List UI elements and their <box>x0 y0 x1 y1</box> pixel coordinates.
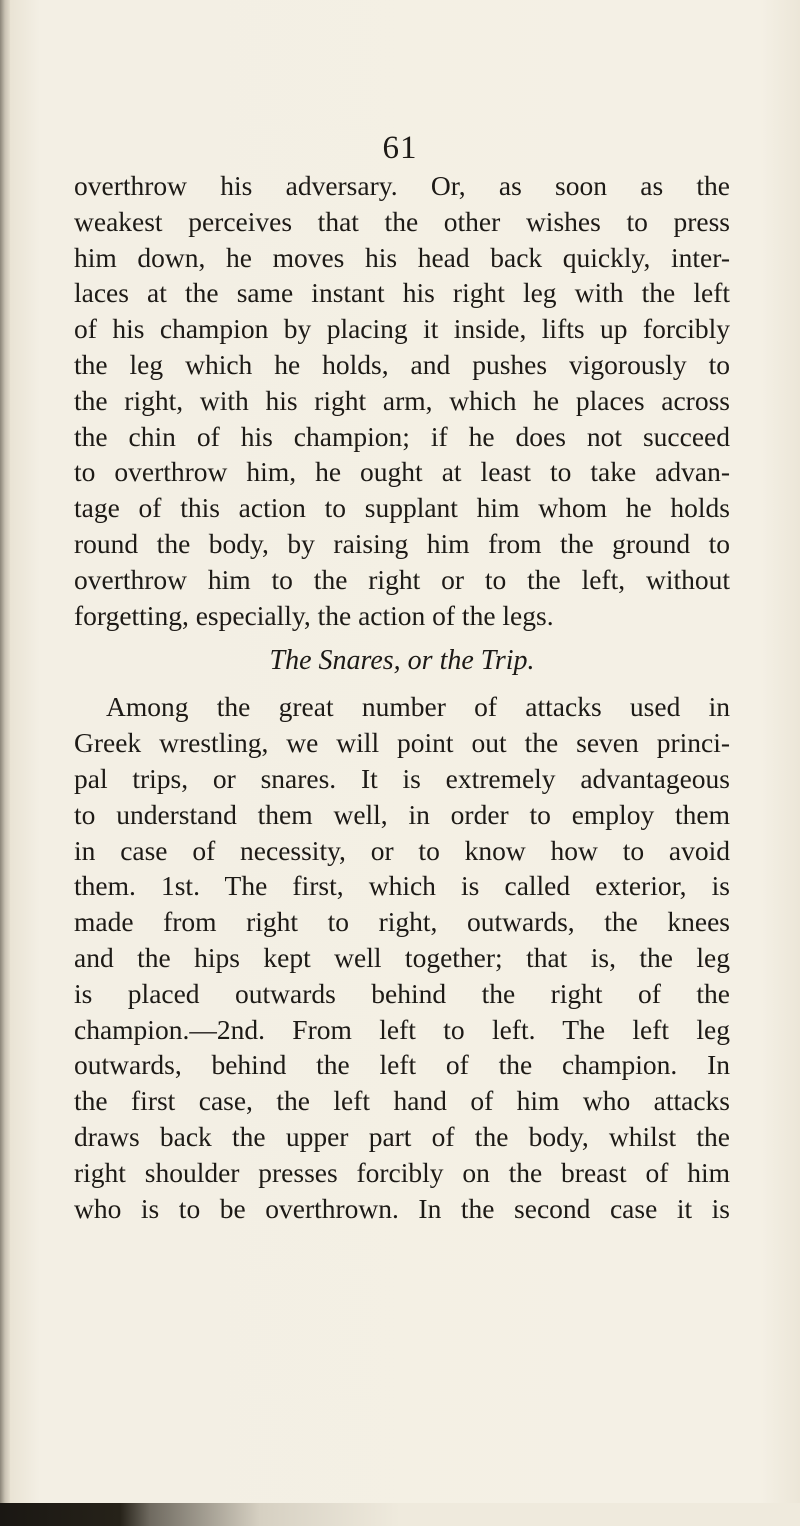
scan-bottom-edge <box>0 1503 800 1526</box>
text-line: right shoulder presses forcibly on the breast of him <box>74 1156 730 1188</box>
text-line: laces at the same instant his right leg with the left <box>74 277 730 309</box>
text-line: Among the great number of attacks used in <box>106 691 730 723</box>
page-number: 61 <box>382 130 418 166</box>
text-line: forgetting, especially, the action of the legs. <box>74 599 554 631</box>
text-line: champion.—2nd. From left to left. The left leg <box>74 1013 730 1045</box>
text-line: who is to be overthrown. In the second case it is <box>74 1192 730 1224</box>
text-line: overthrow him to the right or to the left, without <box>74 563 730 595</box>
paragraph-2 <box>74 689 730 1226</box>
text-line: round the body, by raising him from the ground to <box>74 527 730 559</box>
text-line: outwards, behind the left of the champion. In <box>74 1049 730 1081</box>
text-line: the chin of his champion; if he does not succeed <box>74 420 730 452</box>
body-text <box>74 168 730 1226</box>
text-line: the first case, the left hand of him who attacks <box>74 1085 730 1117</box>
text-line: made from right to right, outwards, the knees <box>74 906 730 938</box>
text-line: weakest perceives that the other wishes to press <box>74 205 730 237</box>
text-line: the leg which he holds, and pushes vigorously to <box>74 348 730 380</box>
text-line: draws back the upper part of the body, whilst the <box>74 1120 730 1152</box>
section-heading: The Snares, or the Trip. <box>269 645 535 677</box>
paragraph-1 <box>74 168 730 633</box>
text-line: in case of necessity, or to know how to avoid <box>74 834 730 866</box>
text-line: him down, he moves his head back quickly, inter- <box>74 241 730 273</box>
text-line: pal trips, or snares. It is extremely advantageous <box>74 762 730 794</box>
text-line: to overthrow him, he ought at least to take advan- <box>74 456 730 488</box>
text-line: overthrow his adversary. Or, as soon as the <box>74 170 730 201</box>
text-line: Greek wrestling, we will point out the seven princi- <box>74 727 730 759</box>
text-line: and the hips kept well together; that is, the leg <box>74 941 730 973</box>
text-line: them. 1st. The first, which is called exterior, is <box>74 870 730 902</box>
text-line: to understand them well, in order to employ them <box>74 798 730 830</box>
text-line: of his champion by placing it inside, lifts up forcibly <box>74 313 730 345</box>
page-binding-edge <box>0 0 10 1526</box>
text-line: is placed outwards behind the right of the <box>74 977 730 1009</box>
text-line: tage of this action to supplant him whom he holds <box>74 492 730 524</box>
text-line: the right, with his right arm, which he places across <box>74 384 730 416</box>
